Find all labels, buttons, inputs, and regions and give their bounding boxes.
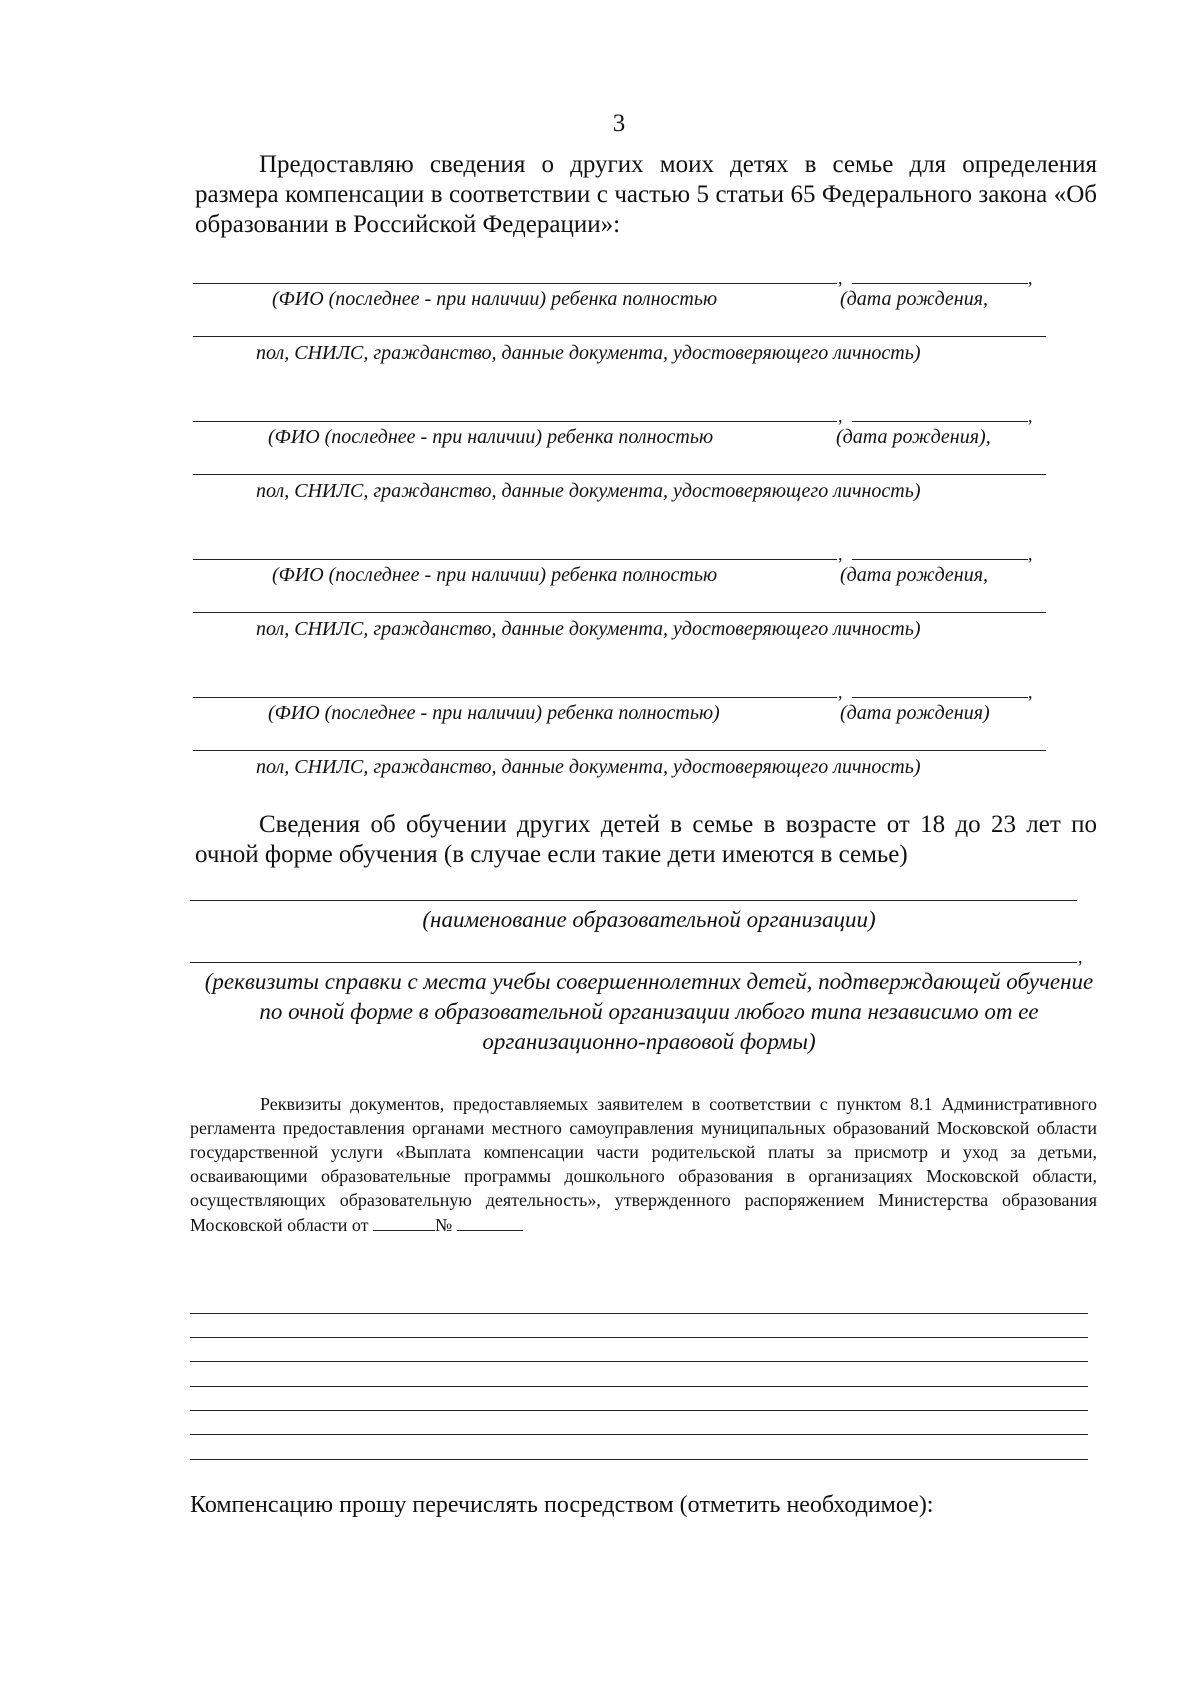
org-name-line xyxy=(190,900,1077,901)
education-paragraph xyxy=(195,810,1097,870)
blank-line-7 xyxy=(190,1459,1088,1460)
child-1-details-label: пол, СНИЛС, гражданство, данные документа, удостоверяющего личность) xyxy=(256,342,921,364)
number-sign: № xyxy=(434,1215,453,1235)
comma: , xyxy=(1028,268,1033,288)
blank-line-5 xyxy=(190,1410,1088,1411)
child-4-details-line xyxy=(193,750,1046,751)
child-4-fio-line xyxy=(193,697,837,698)
requisites-text: Реквизиты документов, предоставляемых заявителем в соответствии с пунктом 8.1 Административного регламента предоставления органами местного самоуправления муниципальных образований Московской области государственной услуги «Выплата компенсации части родительской платы за присмотр и уход за детьми, осваивающими образовательные программы дошкольного образования в организациях Московской области, осуществляющих образовательную деятельность», утвержденного распоряжением Министерства образования Московской области от xyxy=(190,1094,1097,1235)
blank-line-4 xyxy=(190,1386,1088,1387)
child-2-date-label: (дата рождения), xyxy=(836,426,991,448)
child-3-date-label: (дата рождения, xyxy=(840,564,989,586)
comma: , xyxy=(1028,544,1033,564)
child-1-fio-label: (ФИО (последнее - при наличии) ребенка полностью xyxy=(272,288,718,310)
child-3-fio-label: (ФИО (последнее - при наличии) ребенка полностью xyxy=(272,564,718,586)
blank-line-3 xyxy=(190,1361,1088,1362)
intro-text: Предоставляю сведения о других моих детях в семье для определения размера компенсации в соответствии с частью 5 статьи 65 Федерального закона «Об образовании в Российской Федерации»: xyxy=(195,151,1097,238)
child-2-details-label: пол, СНИЛС, гражданство, данные документа, удостоверяющего личность) xyxy=(256,480,921,502)
comma: , xyxy=(1028,682,1033,702)
child-4-details-label: пол, СНИЛС, гражданство, данные документа, удостоверяющего личность) xyxy=(256,756,921,778)
child-3-details-label: пол, СНИЛС, гражданство, данные документа, удостоверяющего личность) xyxy=(256,618,921,640)
child-3-fio-line xyxy=(193,559,837,560)
child-1-fio-line xyxy=(193,283,837,284)
org-name-label: (наименование образовательной организации) xyxy=(422,907,876,932)
child-1-date-label: (дата рождения, xyxy=(840,288,989,310)
certificate-line xyxy=(190,962,1077,963)
child-1-date-line xyxy=(852,283,1028,284)
comma: , xyxy=(1028,406,1033,426)
date-blank xyxy=(373,1212,435,1231)
comma: , xyxy=(838,544,843,564)
blank-line-6 xyxy=(190,1434,1088,1435)
child-2-details-line xyxy=(193,474,1046,475)
page-number: 3 xyxy=(612,110,626,137)
child-2-fio-line xyxy=(193,421,837,422)
education-text: Сведения об обучении других детей в семье в возрасте от 18 до 23 лет по очной форме обучения (в случае если такие дети имеются в семье) xyxy=(195,811,1097,868)
child-3-details-line xyxy=(193,612,1046,613)
child-1-details-line xyxy=(193,336,1046,337)
certificate-label: (реквизиты справки с места учебы совершеннолетних детей, подтверждающей обучение по очной форме в образовательной организации любого типа независимо от ее организационно-правовой формы) xyxy=(204,969,1094,1054)
child-3-date-line xyxy=(852,559,1028,560)
child-4-date-line xyxy=(852,697,1028,698)
child-4-date-label: (дата рождения) xyxy=(840,702,990,724)
blank-line-1 xyxy=(190,1313,1088,1314)
child-2-fio-label: (ФИО (последнее - при наличии) ребенка полностью xyxy=(268,426,714,448)
child-2-date-line xyxy=(852,421,1028,422)
requisites-paragraph xyxy=(190,1092,1097,1237)
comma: , xyxy=(838,268,843,288)
comma: , xyxy=(1078,947,1083,967)
comma: , xyxy=(838,682,843,702)
number-blank xyxy=(457,1212,523,1231)
child-4-fio-label: (ФИО (последнее - при наличии) ребенка полностью) xyxy=(268,702,720,724)
comma: , xyxy=(838,406,843,426)
compensation-method-text: Компенсацию прошу перечислять посредством (отметить необходимое): xyxy=(190,1492,934,1518)
blank-line-2 xyxy=(190,1337,1088,1338)
intro-paragraph xyxy=(195,150,1097,240)
